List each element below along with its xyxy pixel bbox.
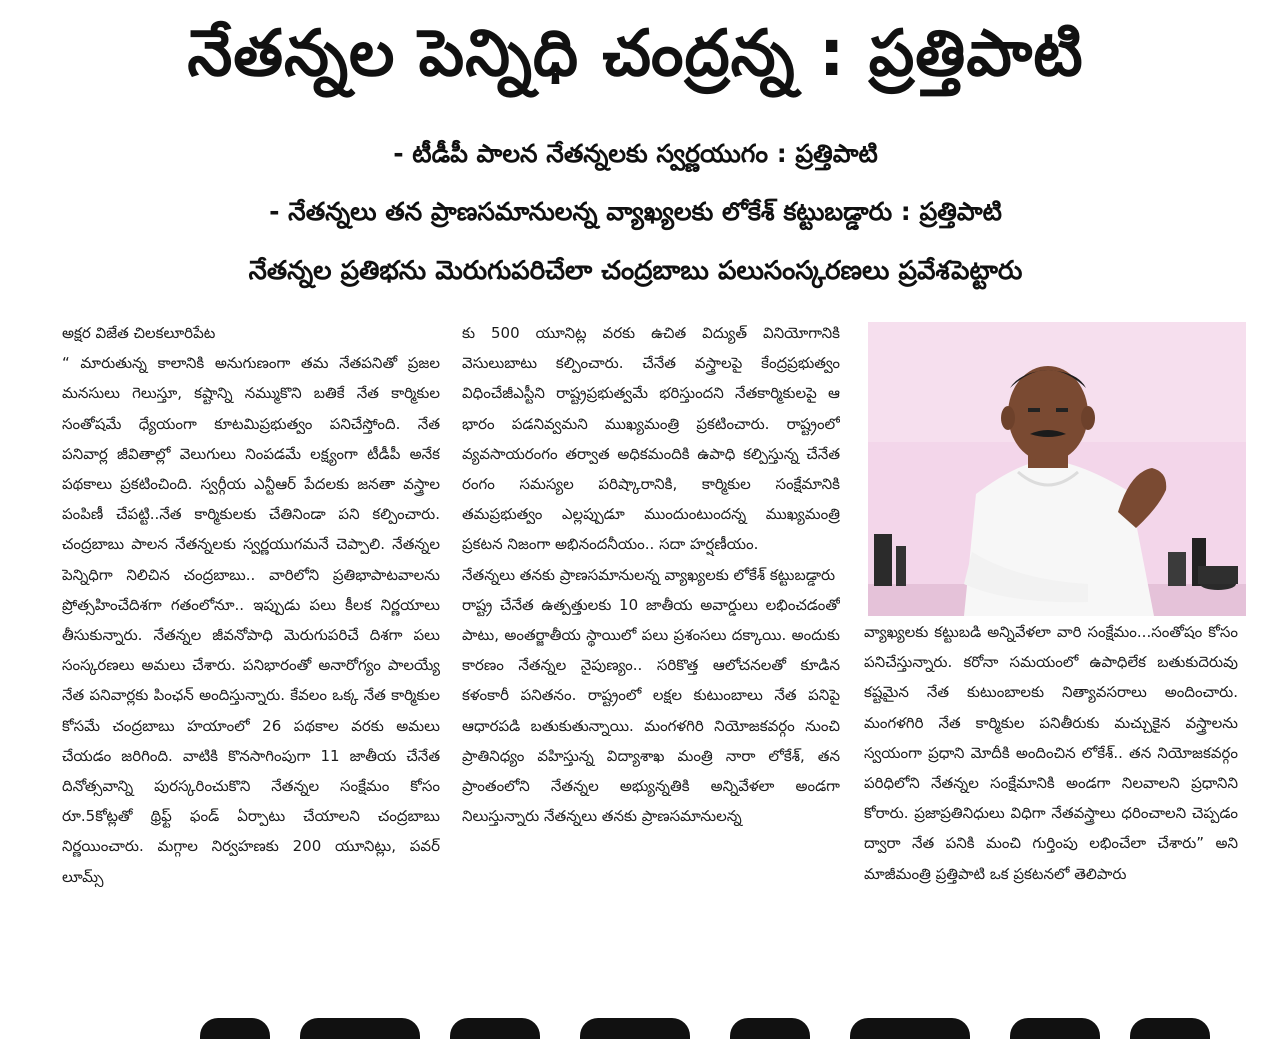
subheading-3: నేతన్నల ప్రతిభను మెరుగుపరిచేలా చంద్రబాబు పలుసంస్కరణలు ప్రవేశపెట్టారు [248, 256, 1023, 286]
column-2-paragraph-2: రాష్ట్ర చేనేత ఉత్పత్తులకు 10 జాతీయ అవార్డులు లభించడంతో పాటు, అంతర్జాతీయ స్థాయిలో పలు ప్రశంసలు దక్కాయి. అందుకు కారణం నేతన్నల నైపుణ్యం.. సరికొత్త ఆలోచనలతో కూడిన కళంకారీ పనితనం. రాష్ట్రంలో లక్షల కుటుంబాలు నేత పనిపై ఆధారపడి బతుకుతున్నాయి. మంగళగిరి నియోజకవర్గం నుంచి ప్రాతినిధ్యం వహిస్తున్న విద్యాశాఖ మంత్రి నారా లోకేశ్, తన ప్రాంతంలోని నేతన్నల అభ్యున్నతికి అన్నివేళలా అండగా నిలుస్తున్నారు నేతన్నలు తనకు ప్రాణసమానులన్న [462, 595, 840, 826]
cropped-glyph [300, 1018, 420, 1039]
cropped-glyph [1130, 1018, 1210, 1039]
subheading-1: - టీడీపీ పాలన నేతన్నలకు స్వర్ణయుగం : ప్రత్తిపాటి [393, 139, 878, 168]
cropped-glyph [1010, 1018, 1100, 1039]
byline: అక్షర విజేత చిలకలూరిపేట [62, 324, 216, 342]
headline: నేతన్నల పెన్నిధి చంద్రన్న : ప్రత్తిపాటి [187, 17, 1084, 91]
cropped-glyph [730, 1018, 810, 1039]
article-column-3 [864, 617, 1238, 969]
next-headline-cropped [0, 1010, 1271, 1039]
column-2-subhead: నేతన్నలు తనకు ప్రాణసమానులన్న వ్యాఖ్యలకు లోకేశ్ కట్టుబడ్డారు [462, 565, 836, 584]
cropped-glyph [850, 1018, 970, 1039]
subheading-2: - నేతన్నలు తన ప్రాణసమానులన్న వ్యాఖ్యలకు లోకేశ్ కట్టుబడ్డారు : ప్రత్తిపాటి [269, 197, 1002, 226]
cropped-glyph [450, 1018, 540, 1039]
article-column-2 [462, 318, 840, 994]
portrait-illustration [868, 322, 1246, 616]
portrait-photo [868, 322, 1246, 616]
column-3-paragraph-1: వ్యాఖ్యలకు కట్టుబడి అన్నివేళలా వారి సంక్షేమం...సంతోషం కోసం పనిచేస్తున్నారు. కరోనా సమయంలో ఉపాధిలేక బతుకుదెరువు కష్టమైన నేత కుటుంబాలకు నిత్యావసరాలు అందించారు. మంగళగిరి నేత కార్మికుల పనితీరుకు మచ్చుకైన వస్త్రాలను స్వయంగా ప్రధాని మోదీకి అందించిన లోకేశ్.. తన నియోజకవర్గం పరిధిలోని నేతన్నల సంక్షేమానికి అండగా నిలవాలని ప్రధానిని కోరారు. ప్రజాప్రతినిధులు విధిగా నేతవస్త్రాలు ధరించాలని చెప్పడం ద్వారా నేత పనికి మంచి గుర్తింపు లభించేలా చేశారు” అని మాజీమంత్రి ప్రత్తిపాటి ఒక ప్రకటనలో తెలిపారు [864, 623, 1238, 883]
column-1-paragraph-1: “ మారుతున్న కాలానికి అనుగుణంగా తమ నేతపనితో ప్రజల మనసులు గెలుస్తూ, కష్టాన్ని నమ్ముకొని బతికే నేత కార్మికుల సంతోషమే ధ్యేయంగా కూటమిప్రభుత్వం పనిచేస్తోంది. నేత పనివార్ల జీవితాల్లో వెలుగులు నింపడమే లక్ష్యంగా టీడీపీ అనేక పథకాలు ప్రకటించింది. స్వర్గీయ ఎన్టీఆర్ పేదలకు జనతా వస్త్రాల పంపిణీ చేపట్టి..నేత కార్మికులకు చేతినిండా పని కల్పించారు. చంద్రబాబు పాలన నేతన్నలకు స్వర్ణయుగమనే చెప్పాలి. నేతన్నల పెన్నిధిగా నిలిచిన చంద్రబాబు.. వారిలోని ప్రతిభాపాటవాలను ప్రోత్సహించేదిశగా గతంలోనూ.. ఇప్పుడు పలు కీలక నిర్ణయాలు తీసుకున్నారు. నేతన్నల జీవనోపాధి మెరుగుపరిచే దిశగా పలు సంస్కరణలు అమలు చేశారు. పనిభారంతో అనారోగ్యం పాలయ్యే నేత పనివార్లకు పింఛన్ అందిస్తున్నారు. కేవలం ఒక్క నేత కార్మికుల కోసమే చంద్రబాబు హయాంలో 26 పథకాల వరకు అమలు చేయడం జరిగింది. వాటికి కొనసాగింపుగా 11 జాతీయ చేనేత దినోత్సవాన్ని పురస్కరించుకొని నేతన్నల సంక్షేమం కోసం రూ.5కోట్లతో థ్రిఫ్ట్ ఫండ్ ఏర్పాటు చేయాలని చంద్రబాబు నిర్ణయించారు. మగ్గాల నిర్వహణకు 200 యూనిట్లు, పవర్ లూమ్స్ [62, 354, 440, 886]
column-2-paragraph-1: కు 500 యూనిట్ల వరకు ఉచిత విద్యుత్ వినియోగానికి వెసులుబాటు కల్పించారు. చేనేత వస్త్రాలపై కేంద్రప్రభుత్వం విధించేజీఎస్టీని రాష్ట్రప్రభుత్వమే భరిస్తుందని నేతకార్మికులపై ఆ భారం పడనివ్వమని ముఖ్యమంత్రి ప్రకటించారు. రాష్ట్రంలో వ్యవసాయరంగం తర్వాత అధికమందికి ఉపాధి కల్పిస్తున్న చేనేత రంగం సమస్యల పరిష్కారానికి, కార్మికుల సంక్షేమానికి తమప్రభుత్వం ఎల్లప్పుడూ ముందుంటుందన్న ముఖ్యమంత్రి ప్రకటన నిజంగా అభినందనీయం.. సదా హర్షణీయం. [462, 324, 840, 554]
article-column-1 [62, 318, 440, 994]
cropped-glyph [200, 1018, 270, 1039]
cropped-glyph [580, 1018, 690, 1039]
